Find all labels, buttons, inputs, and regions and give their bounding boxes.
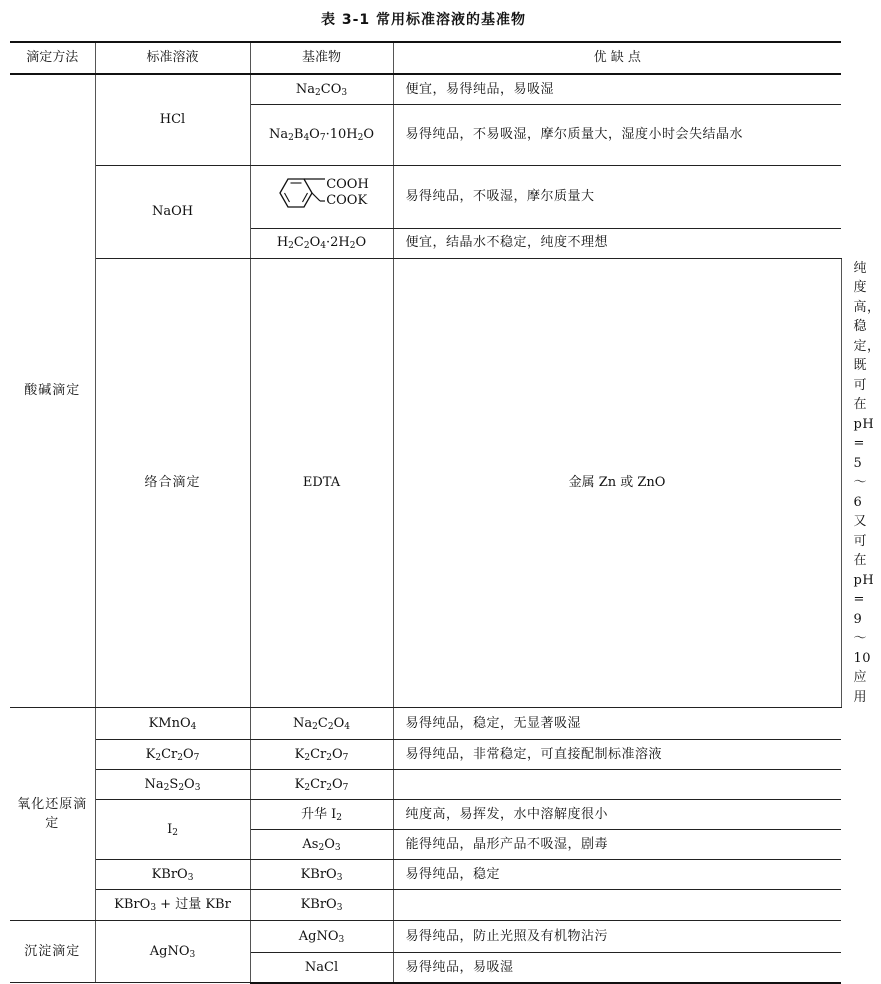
primary-standard-cell: $Na_2CO_3$ <box>250 74 393 104</box>
solution-cell: KBrO$_3$ + 过量 KBr <box>95 890 250 921</box>
primary-standard-cell: NaCl <box>250 953 393 983</box>
solution-cell: AgNO$_3$ <box>95 921 250 983</box>
pros-cons-cell: 易得纯品，易吸湿 <box>393 953 841 983</box>
table-row <box>10 770 841 800</box>
primary-standard-cell: $Na_2C_2O_4$ <box>250 708 393 740</box>
pros-cons-cell: 能得纯品，晶形产品不吸湿，剧毒 <box>393 830 841 860</box>
pros-cons-cell: 易得纯品，不吸湿，摩尔质量大 <box>393 165 841 228</box>
standard-solutions-table <box>10 41 881 984</box>
primary-standard-cell: $K_2Cr_2O_7$ <box>250 770 393 800</box>
header-method: 滴定方法 <box>10 42 95 74</box>
functional-group-label: COOH <box>326 177 369 192</box>
method-cell: 沉淀滴定 <box>10 921 95 983</box>
table-row <box>10 921 841 953</box>
primary-standard-cell: $As_2O_3$ <box>250 830 393 860</box>
solution-cell: HCl <box>95 74 250 165</box>
solution-cell: $K_2Cr_2O_7$ <box>95 740 250 770</box>
pros-cons-cell: 易得纯品，稳定，无显著吸湿 <box>393 708 841 740</box>
pros-cons-cell: 易得纯品，防止光照及有机物沾污 <box>393 921 841 953</box>
pros-cons-cell: 纯度高，易挥发，水中溶解度很小 <box>393 800 841 830</box>
benzene-ring-icon <box>274 171 326 215</box>
solution-cell: KMnO$_4$ <box>95 708 250 740</box>
primary-standard-cell: KBrO$_3$ <box>250 860 393 890</box>
table-body <box>10 74 881 983</box>
table-row <box>10 860 841 890</box>
primary-standard-cell: $H_2C_2O_4\cdot 2H_2O$ <box>250 228 393 258</box>
primary-standard-cell: $Na_2B_4O_7\cdot 10H_2O$ <box>250 104 393 165</box>
functional-group-label: COOK <box>326 193 368 209</box>
primary-standard-cell: $K_2Cr_2O_7$ <box>250 740 393 770</box>
primary-standard-cell: 升华 $I_2$ <box>250 800 393 830</box>
header-pros-cons: 优 缺 点 <box>393 42 841 74</box>
header-primary-standard: 基准物 <box>250 42 393 74</box>
pros-cons-cell <box>393 890 841 921</box>
solution-cell: EDTA <box>250 258 393 708</box>
pros-cons-cell: 便宜，结晶水不稳定，纯度不理想 <box>393 228 841 258</box>
primary-standard-cell: KBrO$_3$ <box>250 890 393 921</box>
table-row: 络合滴定 EDTA 金属 Zn 或 ZnO 纯度高，稳定，既可在 pH = 5～6 又可在 pH = 9～10 应用 <box>10 258 841 708</box>
header-solution: 标准溶液 <box>95 42 250 74</box>
table-row <box>10 74 841 104</box>
method-cell: 酸碱滴定 <box>10 74 95 708</box>
primary-standard-cell <box>250 165 393 228</box>
primary-standard-cell: 金属 Zn 或 ZnO <box>393 258 841 708</box>
primary-standard-cell: AgNO$_3$ <box>250 921 393 953</box>
header-row <box>10 42 841 74</box>
method-cell: 氧化还原滴定 <box>10 708 95 921</box>
solution-cell: KBrO$_3$ <box>95 860 250 890</box>
pros-cons-cell: 便宜，易得纯品，易吸湿 <box>393 74 841 104</box>
pros-cons-cell: 易得纯品，非常稳定，可直接配制标准溶液 <box>393 740 841 770</box>
solution-cell: $I_2$ <box>95 800 250 860</box>
pros-cons-cell: 易得纯品，稳定 <box>393 860 841 890</box>
table-row <box>10 165 841 228</box>
table-row <box>10 800 841 830</box>
table-row <box>10 740 841 770</box>
pros-cons-cell <box>393 770 841 800</box>
table-row <box>10 708 841 740</box>
solution-cell: $Na_2S_2O_3$ <box>95 770 250 800</box>
table-title: 表 3-1 常用标准溶液的基准物 <box>320 12 527 28</box>
method-cell: 络合滴定 <box>95 258 250 708</box>
solution-cell: NaOH <box>95 165 250 258</box>
table-row <box>10 890 841 921</box>
pros-cons-cell: 易得纯品，不易吸湿，摩尔质量大，湿度小时会失结晶水 <box>393 104 841 165</box>
